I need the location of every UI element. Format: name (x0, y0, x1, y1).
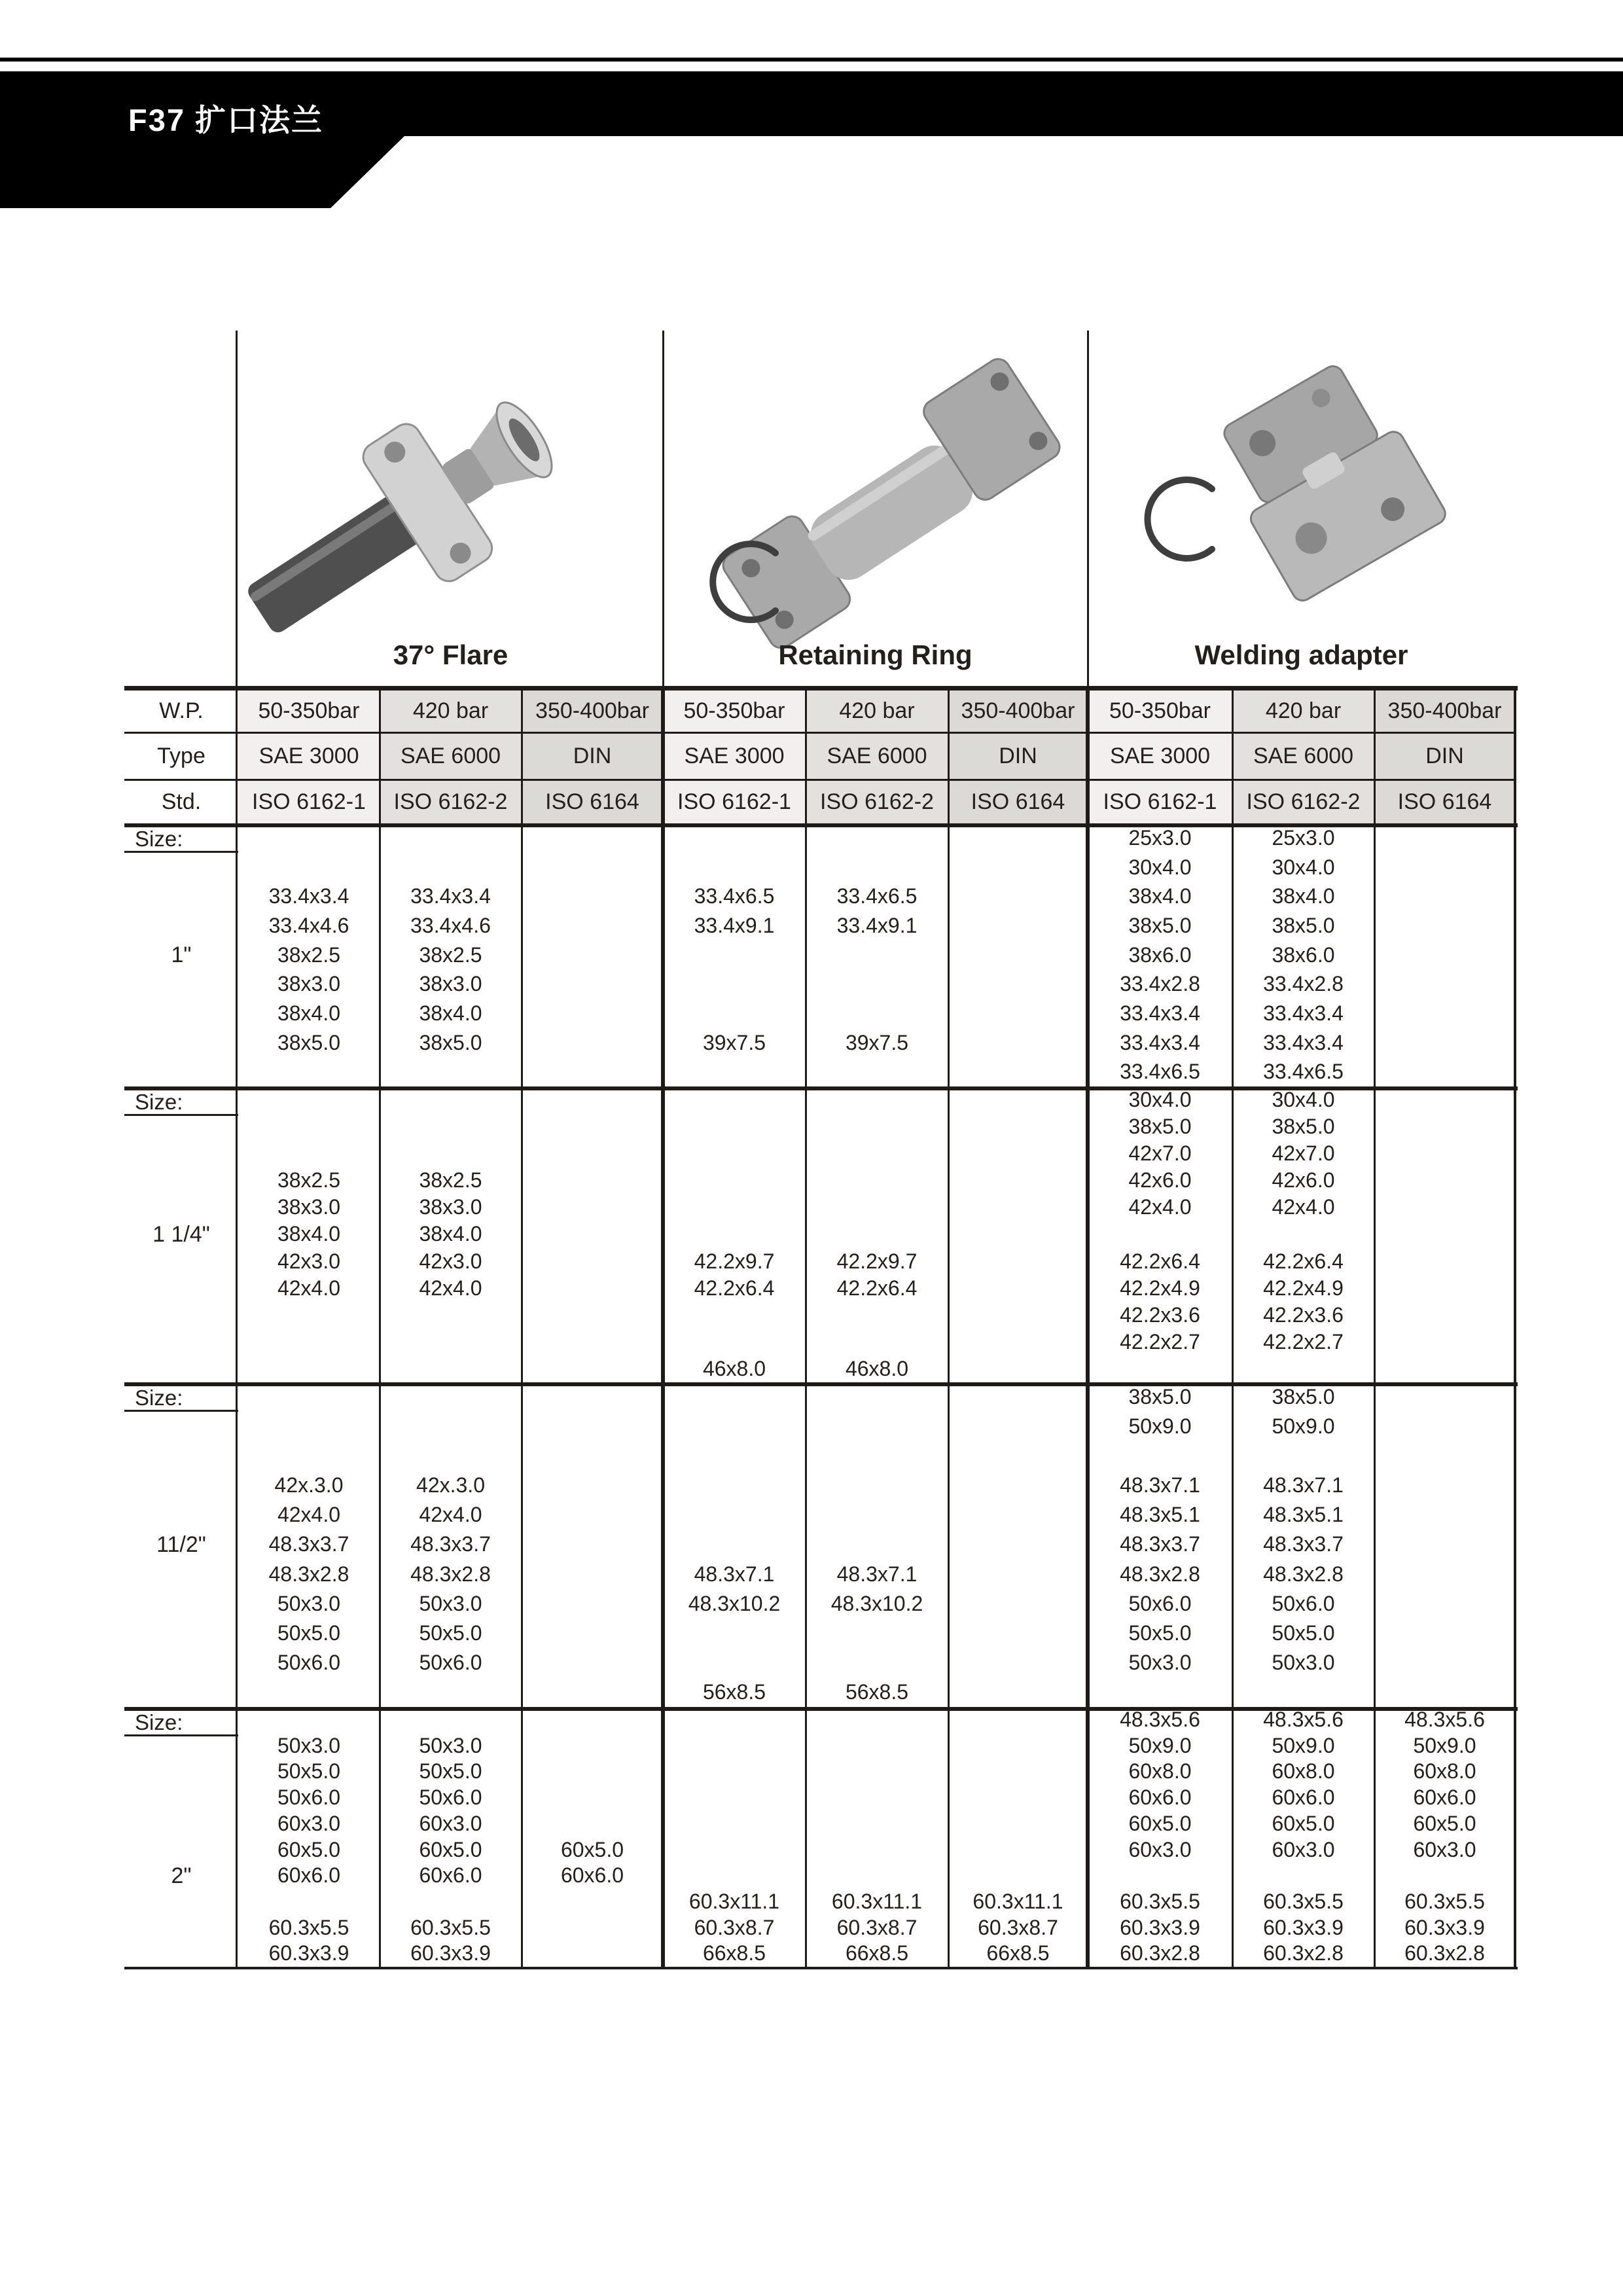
table-cell: 48.3x2.8 (410, 1562, 491, 1586)
table-cell: 48.3x10.2 (830, 1591, 923, 1615)
table-cell: 46x8.0 (845, 1356, 909, 1380)
table-cell: 48.3x5.6 (1404, 1708, 1485, 1731)
table-cell: 48.3x3.7 (410, 1532, 491, 1556)
table-cell: 42x3.0 (419, 1249, 482, 1273)
table-cell: 50x6.0 (1128, 1591, 1192, 1615)
size-value: 2" (171, 1863, 192, 1889)
table-cell: 60.3x11.1 (972, 1889, 1063, 1913)
table-cell: 60.3x2.8 (1404, 1941, 1485, 1965)
table-cell: 50x5.0 (277, 1759, 341, 1784)
table-cell: 60.3x11.1 (688, 1889, 780, 1913)
table-cell: 50x3.0 (277, 1591, 341, 1615)
header-cell: DIN (573, 744, 612, 768)
table-cell: 60x8.0 (1413, 1759, 1476, 1784)
table-cell: 42x3.0 (277, 1249, 341, 1273)
table-cell: 33.4x6.5 (1263, 1060, 1344, 1084)
table-cell: 38x5.0 (1272, 1115, 1335, 1139)
table-cell: 60x6.0 (1413, 1785, 1476, 1810)
table-cell: 60x5.0 (560, 1837, 624, 1861)
table-cell: 60x6.0 (1128, 1785, 1192, 1810)
table-cell: 42.2x2.7 (1263, 1329, 1344, 1354)
table-cell: 30x4.0 (1272, 1088, 1335, 1111)
table-cell: 33.4x4.6 (410, 914, 491, 937)
header-cell: 350-400bar (535, 698, 649, 723)
table-cell: 50x5.0 (419, 1759, 482, 1784)
table-cell: 48.3x2.8 (268, 1562, 349, 1586)
size-value: 1" (171, 942, 192, 967)
table-cell: 39x7.5 (845, 1030, 909, 1054)
table-cell: 33.4x9.1 (694, 914, 775, 937)
grid-line (662, 331, 664, 686)
table-cell: 60x3.0 (1413, 1837, 1476, 1861)
table-cell: 38x5.0 (1128, 1385, 1192, 1408)
table-cell: 50x9.0 (1413, 1733, 1476, 1757)
table-cell: 48.3x2.8 (1263, 1562, 1344, 1586)
table-cell: 38x2.5 (277, 1168, 341, 1193)
table-cell: 50x3.0 (419, 1591, 482, 1615)
table-cell: 33.4x6.5 (694, 884, 775, 908)
table-cell: 38x3.0 (277, 1195, 341, 1219)
table-cell: 50x9.0 (1128, 1414, 1192, 1439)
header-cell: SAE 6000 (827, 744, 927, 768)
grid-line (948, 686, 950, 1969)
flare-product-image (242, 331, 654, 645)
row-label: Std. (161, 789, 202, 814)
table-cell: 60.3x5.5 (1120, 1889, 1200, 1913)
table-cell: 30x4.0 (1128, 1088, 1192, 1111)
header-cell: 50-350bar (1109, 698, 1211, 723)
table-cell: 48.3x7.1 (836, 1562, 918, 1586)
table-cell: 50x6.0 (419, 1650, 482, 1674)
table-cell: 33.4x3.4 (1263, 1030, 1344, 1054)
header-cell: 350-400bar (1387, 698, 1502, 723)
table-cell: 50x6.0 (277, 1650, 341, 1674)
table-cell: 33.4x2.8 (1120, 972, 1200, 996)
table-cell: 60.3x8.7 (978, 1915, 1058, 1939)
grid-line (661, 686, 665, 1969)
size-row-label: Size: (135, 1090, 183, 1114)
table-cell: 50x3.0 (277, 1733, 341, 1757)
size-row-label: Size: (135, 827, 183, 851)
table-cell: 60.3x3.9 (268, 1941, 349, 1965)
header-cell: SAE 3000 (259, 744, 359, 768)
table-cell: 60.3x2.8 (1263, 1941, 1344, 1965)
table-cell: 60x6.0 (560, 1863, 624, 1888)
table-cell: 50x5.0 (419, 1621, 482, 1645)
table-cell: 60x8.0 (1128, 1759, 1192, 1784)
table-cell: 60x6.0 (277, 1863, 341, 1888)
page-title: F37 扩口法兰 (128, 103, 324, 137)
table-cell: 33.4x9.1 (836, 914, 918, 937)
header-cell: SAE 3000 (684, 744, 785, 768)
table-cell: 50x6.0 (1272, 1591, 1335, 1615)
table-cell: 38x3.0 (419, 972, 482, 996)
table-cell: 38x4.0 (419, 1001, 482, 1025)
table-cell: 25x3.0 (1128, 826, 1192, 850)
header-cell: DIN (999, 744, 1037, 768)
table-cell: 38x5.0 (1272, 914, 1335, 937)
table-cell: 33.4x3.4 (1263, 1001, 1344, 1025)
table-cell: 42x4.0 (419, 1503, 482, 1527)
table-cell: 48.3x3.7 (1120, 1532, 1200, 1556)
grid-line (124, 686, 1518, 691)
table-cell: 33.4x3.4 (1120, 1030, 1200, 1054)
table-cell: 42.2x6.4 (836, 1276, 918, 1300)
table-cell: 48.3x5.6 (1120, 1708, 1200, 1731)
table-cell: 42.2x3.6 (1263, 1302, 1344, 1327)
table-cell: 50x3.0 (419, 1733, 482, 1757)
header-cell: ISO 6162-2 (1246, 789, 1361, 814)
size-row-label: Size: (135, 1710, 183, 1734)
table-cell: 42x6.0 (1128, 1168, 1192, 1193)
table-cell: 38x4.0 (277, 1222, 341, 1246)
header-cell: SAE 6000 (1253, 744, 1354, 768)
table-cell: 33.4x6.5 (836, 884, 918, 908)
table-cell: 66x8.5 (845, 1941, 909, 1965)
table-cell: 46x8.0 (702, 1356, 766, 1380)
table-cell: 38x3.0 (277, 972, 341, 996)
table-cell: 60x5.0 (1413, 1811, 1476, 1835)
table-cell: 42x.3.0 (416, 1473, 485, 1498)
table-cell: 42.2x4.9 (1120, 1276, 1200, 1300)
table-cell: 42.2x6.4 (1120, 1249, 1200, 1273)
retaining-ring-product-image (671, 324, 1080, 651)
table-cell: 42x4.0 (1272, 1195, 1335, 1219)
header-cell: 420 bar (412, 698, 489, 723)
top-rule (0, 58, 1623, 62)
table-cell: 42.2x2.7 (1120, 1329, 1200, 1354)
table-cell: 50x5.0 (277, 1621, 341, 1645)
table-cell: 66x8.5 (986, 1941, 1050, 1965)
table-cell: 38x4.0 (419, 1222, 482, 1246)
table-cell: 38x6.0 (1128, 942, 1192, 967)
table-cell: 60.3x11.1 (831, 1889, 923, 1913)
table-cell: 33.4x6.5 (1120, 1060, 1200, 1084)
header-cell: ISO 6162-1 (677, 789, 791, 814)
table-cell: 50x5.0 (1128, 1621, 1192, 1645)
table-cell: 60.3x5.5 (1404, 1889, 1485, 1913)
table-cell: 60.3x3.9 (1120, 1915, 1200, 1939)
grid-line (805, 686, 807, 1969)
header-cell: ISO 6162-1 (252, 789, 366, 814)
table-cell: 48.3x5.1 (1120, 1503, 1200, 1527)
table-cell: 39x7.5 (702, 1030, 766, 1054)
header-cell: 420 bar (1265, 698, 1342, 723)
header-cell: ISO 6162-2 (820, 789, 934, 814)
table-cell: 60.3x5.5 (268, 1915, 349, 1939)
table-cell: 38x4.0 (277, 1001, 341, 1025)
table-cell: 38x4.0 (1128, 884, 1192, 908)
table-cell: 33.4x3.4 (1120, 1001, 1200, 1025)
table-cell: 38x2.5 (419, 942, 482, 967)
retaining-ring-icon (1147, 480, 1212, 558)
group-title-ring: Retaining Ring (778, 639, 972, 670)
table-cell: 48.3x5.1 (1263, 1503, 1344, 1527)
size-value: 11/2" (156, 1532, 206, 1557)
table-cell: 50x9.0 (1272, 1733, 1335, 1757)
size-value: 1 1/4" (152, 1222, 210, 1247)
header-cell: SAE 6000 (400, 744, 501, 768)
table-cell: 60x6.0 (1272, 1785, 1335, 1810)
table-cell: 42.2x3.6 (1120, 1302, 1200, 1327)
table-cell: 38x5.0 (419, 1030, 482, 1054)
table-cell: 48.3x3.7 (268, 1532, 349, 1556)
header-cell: 50-350bar (258, 698, 360, 723)
table-cell: 50x3.0 (1128, 1650, 1192, 1674)
table-cell: 60x5.0 (1272, 1811, 1335, 1835)
table-cell: 42x7.0 (1272, 1141, 1335, 1166)
table-cell: 50x9.0 (1128, 1733, 1192, 1757)
row-label: W.P. (159, 698, 204, 723)
table-cell: 60.3x3.9 (1404, 1915, 1485, 1939)
header-cell: ISO 6164 (545, 789, 639, 814)
table-cell: 60.3x5.5 (1263, 1889, 1344, 1913)
table-cell: 50x5.0 (1272, 1621, 1335, 1645)
grid-line (124, 1967, 1518, 1969)
table-cell: 48.3x3.7 (1263, 1532, 1344, 1556)
table-cell: 48.3x7.1 (1120, 1473, 1200, 1498)
table-cell: 38x5.0 (277, 1030, 341, 1054)
table-cell: 60x3.0 (277, 1811, 341, 1835)
table-cell: 38x6.0 (1272, 942, 1335, 967)
table-cell: 30x4.0 (1128, 855, 1192, 879)
welding-adapter-product-image (1113, 331, 1505, 638)
table-cell: 38x2.5 (419, 1168, 482, 1193)
table-cell: 48.3x7.1 (1263, 1473, 1344, 1498)
table-cell: 50x3.0 (1272, 1650, 1335, 1674)
table-cell: 50x9.0 (1272, 1414, 1335, 1439)
row-label: Type (157, 744, 205, 768)
banner-left-block (0, 135, 406, 208)
table-cell: 48.3x5.6 (1263, 1708, 1344, 1731)
table-cell: 30x4.0 (1272, 855, 1335, 879)
table-cell: 60x6.0 (419, 1863, 482, 1888)
table-cell: 42x.3.0 (274, 1473, 344, 1498)
table-cell: 60.3x3.9 (1263, 1915, 1344, 1939)
header-cell: 350-400bar (961, 698, 1075, 723)
table-cell: 60.3x8.7 (836, 1915, 918, 1939)
table-cell: 60x5.0 (1128, 1811, 1192, 1835)
table-cell: 60x3.0 (1272, 1837, 1335, 1861)
header-cell: 50-350bar (683, 698, 785, 723)
table-cell: 33.4x2.8 (1263, 972, 1344, 996)
size-row-label: Size: (135, 1386, 183, 1410)
header-cell: ISO 6162-1 (1103, 789, 1217, 814)
table-cell: 56x8.5 (845, 1679, 909, 1704)
table-cell: 66x8.5 (702, 1941, 766, 1965)
table-cell: 33.4x3.4 (410, 884, 491, 908)
table-cell: 38x5.0 (1272, 1385, 1335, 1408)
table-cell: 60.3x8.7 (694, 1915, 775, 1939)
table-cell: 33.4x4.6 (268, 914, 349, 937)
table-cell: 42x4.0 (419, 1276, 482, 1300)
table-cell: 38x2.5 (277, 942, 341, 967)
table-cell: 38x3.0 (419, 1195, 482, 1219)
group-title-flare: 37° Flare (393, 639, 508, 670)
table-cell: 42x4.0 (1128, 1195, 1192, 1219)
grid-line (1087, 331, 1089, 686)
table-cell: 42.2x9.7 (836, 1249, 918, 1273)
table-cell: 38x5.0 (1128, 914, 1192, 937)
table-cell: 38x4.0 (1272, 884, 1335, 908)
table-cell: 60x5.0 (419, 1837, 482, 1861)
table-cell: 38x5.0 (1128, 1115, 1192, 1139)
header-cell: ISO 6164 (1397, 789, 1492, 814)
table-cell: 48.3x10.2 (688, 1591, 781, 1615)
table-cell: 60.3x3.9 (410, 1941, 491, 1965)
table-cell: 60x3.0 (419, 1811, 482, 1835)
header-cell: SAE 3000 (1109, 744, 1211, 768)
header-cell: DIN (1425, 744, 1464, 768)
table-cell: 60x5.0 (277, 1837, 341, 1861)
table-cell: 25x3.0 (1272, 826, 1335, 850)
table-cell: 42.2x6.4 (694, 1276, 775, 1300)
table-cell: 60x3.0 (1128, 1837, 1192, 1861)
header-cell: ISO 6162-2 (393, 789, 508, 814)
table-cell: 33.4x3.4 (268, 884, 349, 908)
table-cell: 50x6.0 (419, 1785, 482, 1810)
table-cell: 48.3x7.1 (694, 1562, 775, 1586)
header-cell: ISO 6164 (971, 789, 1065, 814)
table-cell: 60.3x2.8 (1120, 1941, 1200, 1965)
table-cell: 42.2x4.9 (1263, 1276, 1344, 1300)
table-cell: 42x7.0 (1128, 1141, 1192, 1166)
table-cell: 42.2x9.7 (694, 1249, 775, 1273)
table-cell: 56x8.5 (702, 1679, 766, 1704)
header-cell: 420 bar (839, 698, 915, 723)
table-cell: 60x8.0 (1272, 1759, 1335, 1784)
table-cell: 50x6.0 (277, 1785, 341, 1810)
table-cell: 42x6.0 (1272, 1168, 1335, 1193)
table-cell: 48.3x2.8 (1120, 1562, 1200, 1586)
table-cell: 42x4.0 (277, 1503, 341, 1527)
table-cell: 42x4.0 (277, 1276, 341, 1300)
table-cell: 42.2x6.4 (1263, 1249, 1344, 1273)
group-title-welding: Welding adapter (1194, 639, 1408, 670)
table-cell: 60.3x5.5 (410, 1915, 491, 1939)
